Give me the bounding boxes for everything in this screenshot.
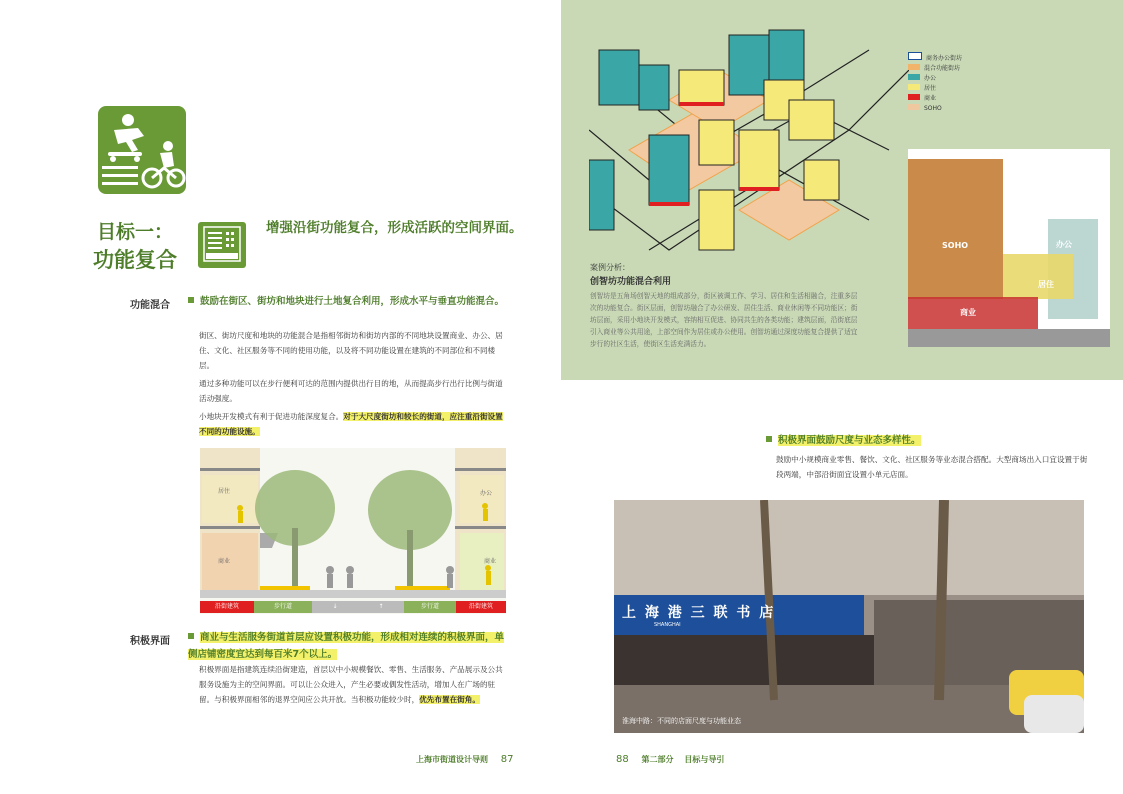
body-function-mix: [199, 328, 509, 439]
label-active-frontage: 积极界面: [130, 636, 170, 647]
page-number: 88: [616, 754, 629, 765]
legend-label: 商务办公街坊: [926, 55, 963, 62]
legend-label: 办公: [924, 75, 937, 82]
zone-sidewalk-right: 步行道: [404, 601, 456, 613]
label-function-mix: 功能混合: [130, 300, 170, 311]
zone-lane-down: ↓: [312, 601, 358, 613]
footer-title: 上海市街道设计导则: [416, 755, 488, 764]
footer-title: 目标与导引: [684, 755, 725, 764]
zone-building-right: 沿街建筑: [456, 601, 506, 613]
store-sign-sub: SHANGHAI: [654, 622, 681, 628]
zone-building: 沿街建筑: [200, 601, 254, 613]
legend-swatch: [908, 64, 920, 70]
label-residential: 居住: [218, 488, 231, 495]
bullet-active-frontage: [188, 629, 510, 663]
paragraph-text: 小地块开发模式有利于促进功能深度复合。: [199, 412, 344, 421]
photo-label-commercial: 商业: [960, 308, 976, 317]
legend-item: [908, 64, 962, 74]
case-title: 案例分析：: [590, 263, 630, 272]
legend-swatch: [908, 74, 920, 80]
legend-item: [908, 104, 962, 114]
page-number: 87: [500, 754, 514, 765]
paragraph: 通过多种功能可以在步行便利可达的范围内提供出行目的地，从而提高步行出行比例与街道活动强度。: [199, 379, 503, 403]
highlight-text: 单侧店铺密度宜达到每百米7个以上。: [188, 632, 505, 660]
photo-label-residential: 居住: [1038, 280, 1054, 289]
legend-swatch: [908, 94, 920, 100]
legend-item: [908, 94, 962, 104]
street-photo: [614, 500, 1084, 733]
highlight-text: 优先布置在街角。: [419, 695, 480, 704]
footer-section: 第二部分: [641, 755, 674, 764]
goal-label: 目标一：: [96, 221, 173, 243]
legend-item: [908, 84, 962, 94]
bullet-square-icon: [188, 297, 194, 303]
label-commercial: 商业: [218, 558, 231, 565]
body-diversity: 鼓励中小规模商业零售、餐饮、文化、社区服务等业态混合搭配。大型商场出入口宜设置于街段两端，中部沿街面宜设置小单元店面。: [776, 455, 1088, 479]
goal-name: 功能复合: [93, 248, 177, 272]
legend-label: 商业: [924, 95, 937, 102]
bullet-square-icon: [188, 633, 194, 639]
legend-swatch: [908, 84, 920, 90]
label-commercial-right: 商业: [484, 558, 497, 565]
legend-label: SOHO: [924, 105, 942, 112]
bullet-function-mix: [188, 293, 508, 310]
paragraph: 街区、街坊尺度和地块的功能混合是指相邻街坊和街坊内部的不同地块设置商业、办公、居住、文化、社区服务等不同的使用功能，以及将不同功能设置在建筑的不同部位和不同楼层。: [199, 331, 503, 370]
map-legend: [908, 52, 962, 114]
legend-label: 居住: [924, 85, 937, 92]
highlight-text: 商业与生活服务街道首层应设置积极功能，形成相对连续的积极界面，: [200, 632, 495, 643]
zone-lane-up: ↑: [358, 601, 404, 613]
case-body: 创智坊是五角场创智天地的组成部分，街区被调工作、学习、居住和生活相融合，注重多层次的功能复合。街区层面，创智坊融合了办公研发、居住生活、商业休闲等不同功能区；街坊层面，采用小地块开发模式，容纳相互促进、协同共生的各类功能；建筑层面，沿街底层引入商业等公共用途，上部空间作为居住或办公使用。创智坊通过深度功能复合提供了适宜步行的社区生活，使街区生活充满活力。: [590, 292, 858, 348]
legend-label: 混合功能街坊: [924, 65, 961, 72]
footer-right: [616, 754, 724, 765]
section-heading: 增强沿街功能复合，形成活跃的空间界面。: [266, 220, 523, 236]
legend-item: [908, 52, 962, 64]
highlight-text: 积极界面鼓励尺度与业态多样性。: [778, 435, 921, 446]
axonometric-diagram: [589, 10, 909, 255]
photo-label-soho: SOHO: [942, 241, 969, 250]
body-active-frontage: [199, 662, 509, 707]
bullet-diversity: [766, 432, 921, 449]
label-office: 办公: [480, 490, 493, 497]
highlight-text: 对于大尺度街坊和较长的街道，应注重沿街设置不同的功能设施。: [199, 412, 503, 436]
building-photo: [908, 149, 1110, 347]
bullet-square-icon: [766, 436, 772, 442]
legend-item: [908, 74, 962, 84]
bullet-text: 鼓励在街区、街坊和地块进行土地复合利用，形成水平与垂直功能混合。: [200, 296, 505, 307]
paragraph: [199, 409, 509, 439]
legend-swatch: [908, 104, 920, 110]
building-icon: [198, 222, 246, 268]
legend-swatch: [908, 52, 922, 60]
section-zone-bar: [200, 601, 506, 613]
photo-label-office: 办公: [1056, 240, 1072, 249]
photo-caption: 淮海中路：不同的店面尺度与功能业态: [622, 717, 741, 725]
store-sign: 上 海 港 三 联 书 店: [622, 605, 776, 621]
footer-left: [416, 754, 514, 765]
case-subtitle: 创智坊功能混合利用: [590, 277, 672, 287]
paragraph-text: 积极界面是指建筑连续沿街建造，首层以中小规模餐饮、零售、生活服务、产品展示及公共服务设施为主的空间界面。可以让公众进入，产生必要或偶发性活动，增加人在广场的驻留。与积极界面相邻的退界空间应公共开放。当积极功能较少时，: [199, 665, 503, 704]
skateboard-cyclist-icon: [98, 106, 186, 194]
zone-sidewalk: 步行道: [254, 601, 312, 613]
goal-title: [80, 218, 190, 274]
street-section-drawing: [200, 448, 506, 614]
